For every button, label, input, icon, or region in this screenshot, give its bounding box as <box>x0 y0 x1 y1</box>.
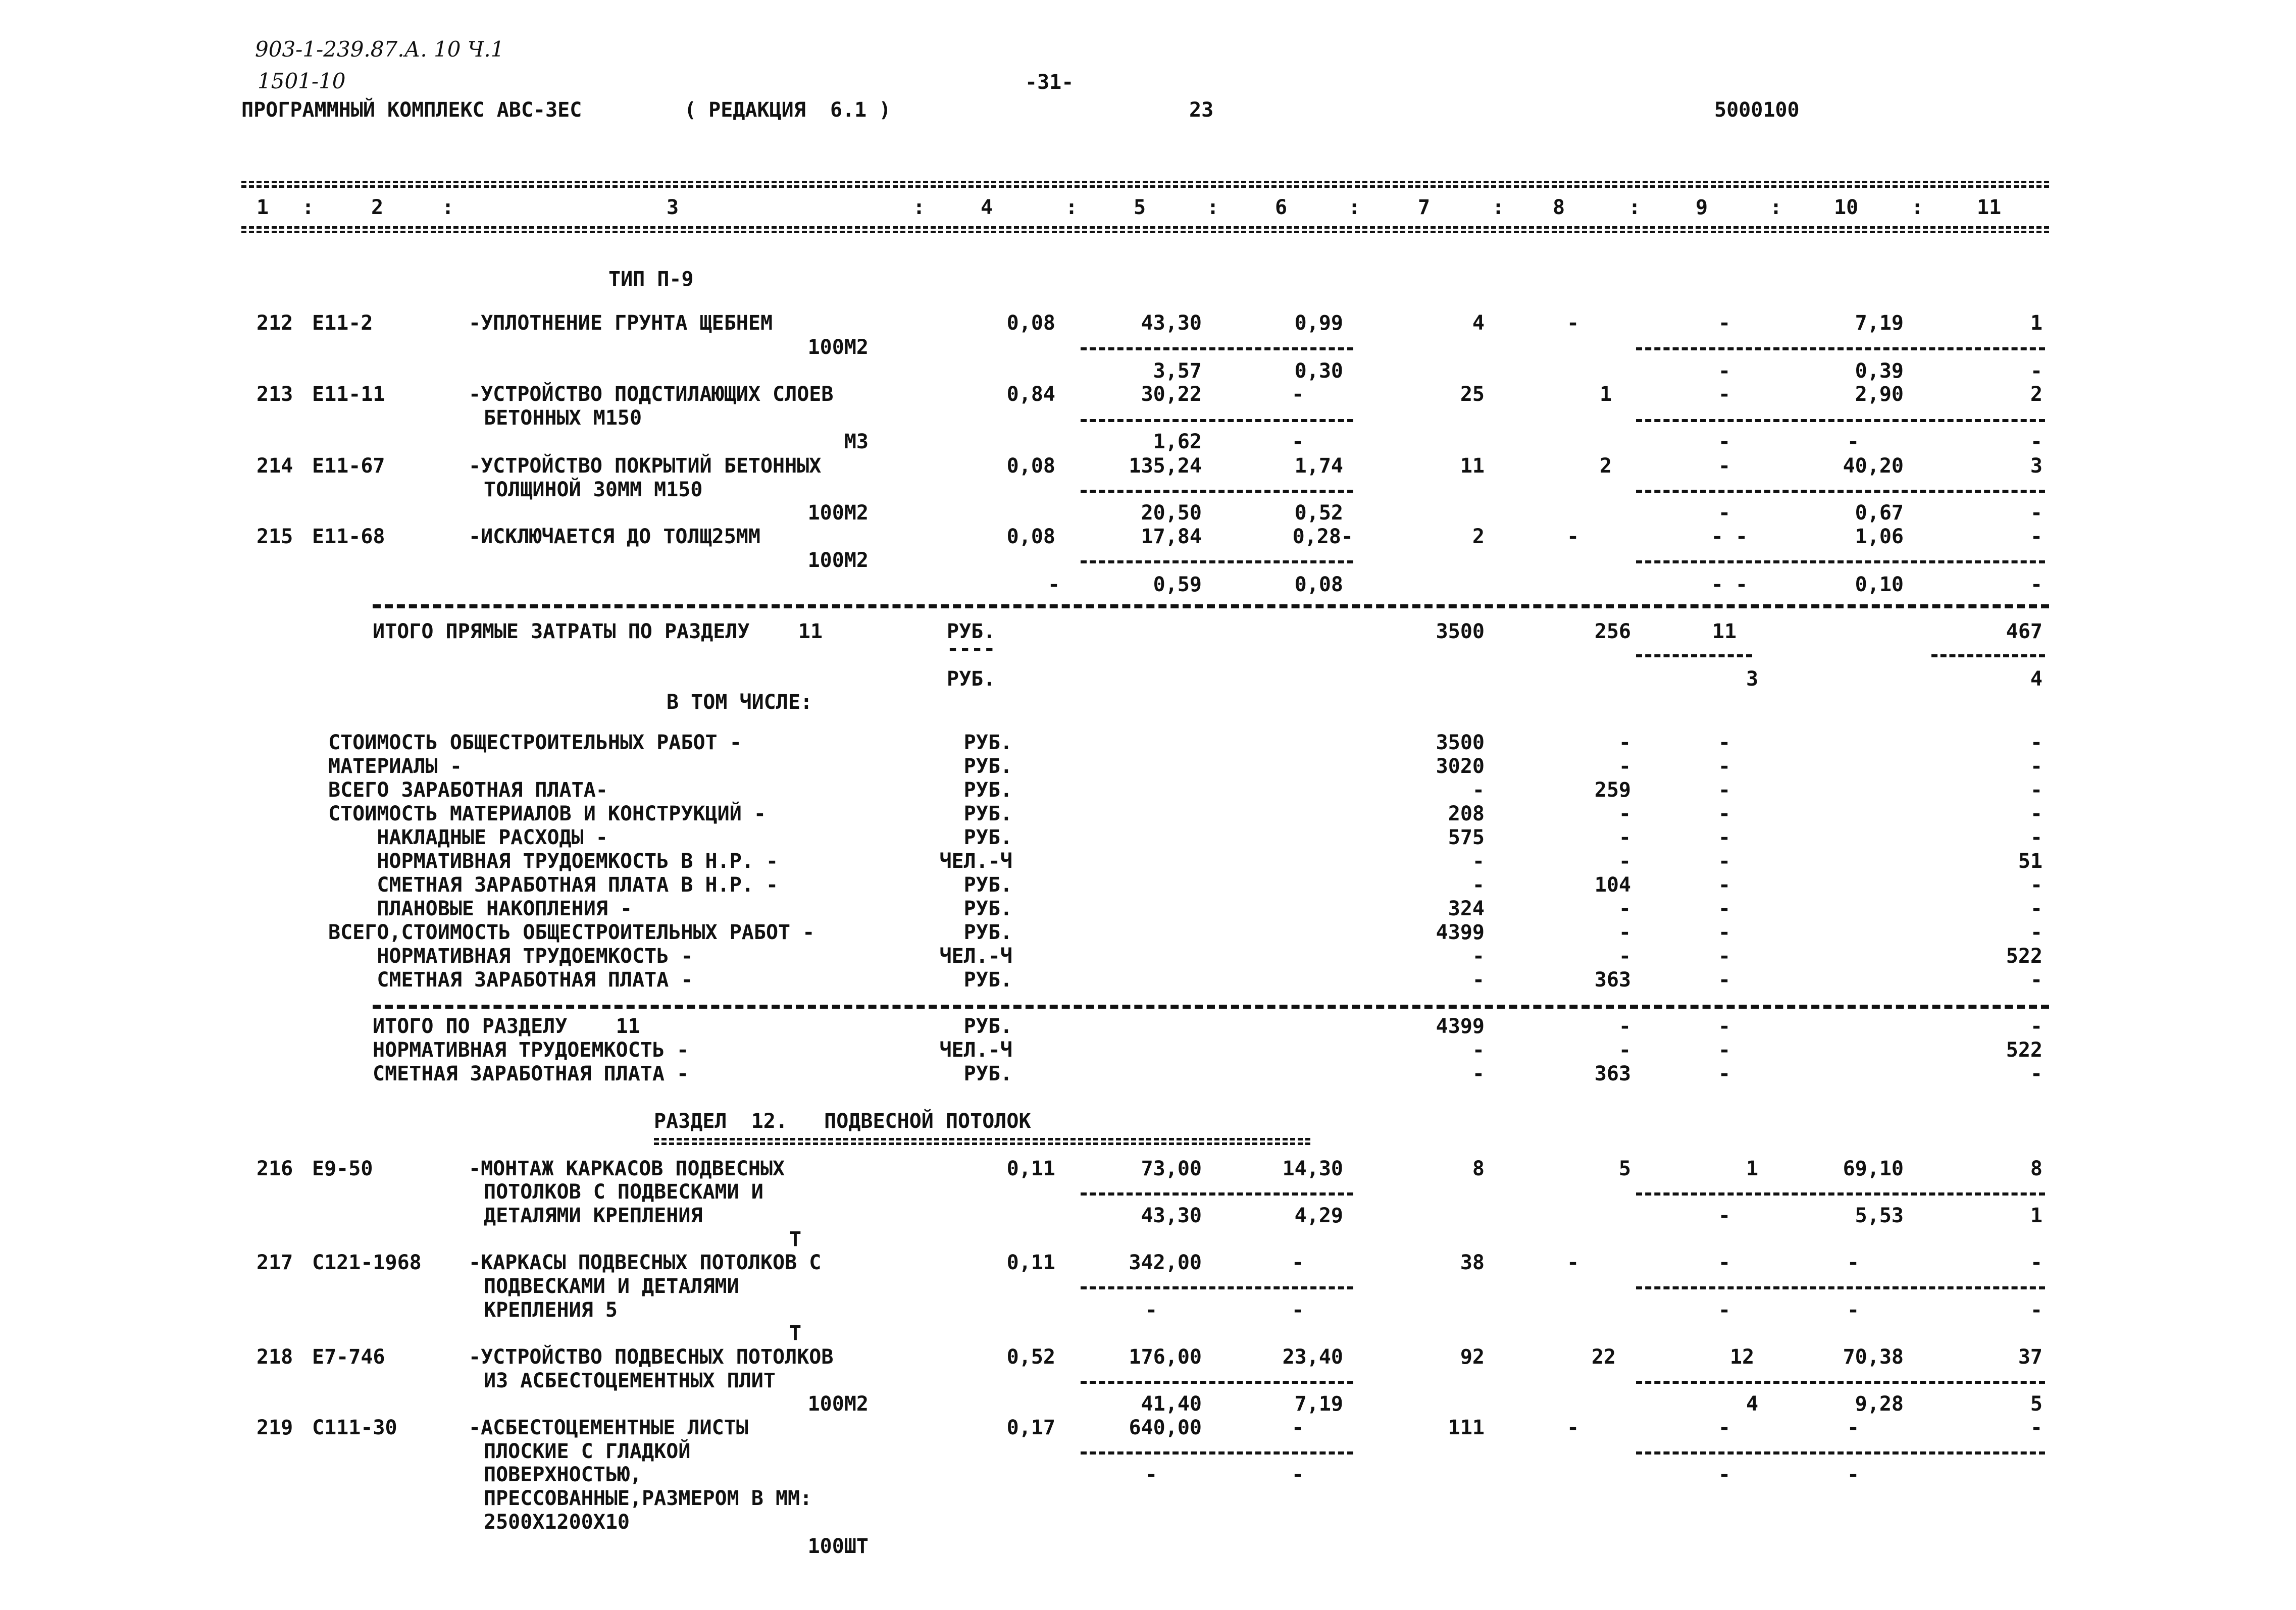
sub-marker: - <box>1048 573 1060 596</box>
unit: РУБ. <box>963 778 1012 802</box>
cell-col11: - <box>2030 1251 2043 1274</box>
cell-col8: 1 <box>1599 383 1612 406</box>
sub-col10: - <box>1847 1299 1860 1322</box>
cell-col7: - <box>1472 873 1485 897</box>
work-description-cont: 2500Х1200Х10 <box>484 1511 630 1534</box>
handwritten-sheet-number: 1501-10 <box>258 69 346 93</box>
cell-col8: - <box>1618 731 1631 754</box>
handwritten-doc-number: 903-1-239.87.А. 10 Ч.1 <box>255 37 504 62</box>
col-sep: : <box>302 196 315 219</box>
rate-code: Е9-50 <box>312 1157 373 1180</box>
cell-col8: - <box>1618 921 1631 944</box>
sub-col9: 3 <box>1746 667 1759 691</box>
cell-col9: - <box>1718 1015 1731 1038</box>
row-number: 215 <box>257 525 293 548</box>
rate-code: Е11-68 <box>312 525 385 548</box>
cell-col7: 38 <box>1460 1251 1485 1274</box>
cell-col7: 3500 <box>1436 620 1485 643</box>
cell-col11: - <box>2030 802 2043 825</box>
cell-col10: 40,20 <box>1843 454 1904 478</box>
cell-col8: 259 <box>1594 778 1631 802</box>
cell-col11: - <box>2030 731 2043 754</box>
cell-col9: - <box>1718 897 1731 920</box>
work-description-cont: ПОДВЕСКАМИ И ДЕТАЛЯМИ <box>484 1275 739 1298</box>
row-number: 216 <box>257 1157 293 1180</box>
cell-col7: - <box>1472 1038 1485 1062</box>
work-description-cont: ТОЛЩИНОЙ 30ММ М150 <box>484 478 703 501</box>
sub-col5: 0,59 <box>1153 573 1202 596</box>
cell-col5: 73,00 <box>1141 1157 1202 1180</box>
row-number: 212 <box>257 311 293 335</box>
unit-of-measure: 100М2 <box>807 549 869 572</box>
subrow-rule <box>1081 1192 1353 1196</box>
col-4: 4 <box>981 196 993 219</box>
cell-col7: 11 <box>1460 454 1485 478</box>
cell-col8: 5 <box>1618 1157 1631 1180</box>
work-description: -УСТРОЙСТВО ПОКРЫТИЙ БЕТОННЫХ <box>469 454 822 478</box>
cell-col8: - <box>1618 826 1631 849</box>
cell-col8: 104 <box>1594 873 1631 897</box>
unit: РУБ. <box>963 755 1012 778</box>
sub-col5: 3,57 <box>1153 359 1202 383</box>
unit: РУБ. <box>963 873 1012 897</box>
subrow-rule <box>1636 1286 2045 1289</box>
sub-col9: - - <box>1711 573 1748 596</box>
cell-col5: 640,00 <box>1129 1416 1202 1439</box>
cell-col8: 256 <box>1594 620 1631 643</box>
work-description-cont: ДЕТАЛЯМИ КРЕПЛЕНИЯ <box>484 1204 703 1227</box>
col-sep: : <box>442 196 454 219</box>
work-description: -УСТРОЙСТВО ПОДВЕСНЫХ ПОТОЛКОВ <box>469 1345 834 1369</box>
sub-col9: - <box>1718 1204 1731 1227</box>
sub-col9: - <box>1718 430 1731 453</box>
sub-col11: - <box>2030 359 2043 383</box>
cell-col8: - <box>1566 1251 1579 1274</box>
sub-col11: 5 <box>2030 1392 2043 1416</box>
cell-col7: 4399 <box>1436 1015 1485 1038</box>
cell-col5: 135,24 <box>1129 454 1202 478</box>
section-rule <box>373 604 2049 608</box>
subrow-rule <box>1081 560 1353 563</box>
cell-col11: - <box>2030 968 2043 992</box>
cell-col11: 37 <box>2018 1345 2043 1369</box>
unit: РУБ. <box>963 731 1012 754</box>
cell-col8: 363 <box>1594 1062 1631 1085</box>
col-2: 2 <box>371 196 384 219</box>
sub-col5: - <box>1145 1463 1158 1486</box>
cost-item-label: НОРМАТИВНАЯ ТРУДОЕМКОСТЬ - <box>328 945 693 968</box>
cell-col7: 4 <box>1472 311 1485 335</box>
subrow-rule <box>1636 1192 2045 1196</box>
cost-item-label: ВСЕГО ЗАРАБОТНАЯ ПЛАТА- <box>328 778 608 802</box>
edition-label: ( РЕДАКЦИЯ 6.1 ) <box>684 98 891 122</box>
cell-col9: - <box>1718 945 1731 968</box>
cell-col8: - <box>1618 850 1631 873</box>
cell-col7: - <box>1472 1062 1485 1085</box>
subrow-rule <box>1636 560 2045 563</box>
sub-col5: 41,40 <box>1141 1392 1202 1416</box>
col-9: 9 <box>1696 196 1708 219</box>
cell-col8: - <box>1618 1015 1631 1038</box>
subrow-rule <box>1636 490 2045 493</box>
cell-col9: - <box>1718 968 1731 992</box>
header-rule-bottom <box>241 226 2049 233</box>
unit-of-measure: 100М2 <box>807 501 869 525</box>
cell-col9: - <box>1718 1038 1731 1062</box>
cost-item-label: ВСЕГО,СТОИМОСТЬ ОБЩЕСТРОИТЕЛЬНЫХ РАБОТ - <box>328 921 815 944</box>
cell-col4: 0,84 <box>1006 383 1055 406</box>
cell-col7: 2 <box>1472 525 1485 548</box>
cell-col8: - <box>1566 1416 1579 1439</box>
unit: РУБ. <box>963 1062 1012 1085</box>
unit-of-measure: 100М2 <box>807 336 869 359</box>
cell-col9: - <box>1718 311 1731 335</box>
cell-col7: 324 <box>1448 897 1485 920</box>
type-label: ТИП П-9 <box>608 268 694 291</box>
sheet-number: 23 <box>1189 98 1214 122</box>
sub-col11: 1 <box>2030 1204 2043 1227</box>
cell-col11: 522 <box>2006 1038 2043 1062</box>
cost-item-label: НОРМАТИВНАЯ ТРУДОЕМКОСТЬ В Н.Р. - <box>328 850 779 873</box>
work-description: -ИСКЛЮЧАЕТСЯ ДО ТОЛЩ25ММ <box>469 525 760 548</box>
cell-col9: - <box>1718 778 1731 802</box>
including-label: В ТОМ ЧИСЛЕ: <box>667 691 812 714</box>
cell-col11: 2 <box>2030 383 2043 406</box>
cell-col11: - <box>2030 1062 2043 1085</box>
cell-col10: 7,19 <box>1855 311 1904 335</box>
sub-col9: - <box>1718 1299 1731 1322</box>
cost-item-label: ИТОГО ПО РАЗДЕЛУ 11 <box>373 1015 640 1038</box>
cell-col11: - <box>2030 826 2043 849</box>
cell-col11: - <box>2030 1015 2043 1038</box>
rate-code: Е11-67 <box>312 454 385 478</box>
col-3: 3 <box>667 196 679 219</box>
cell-col5: 30,22 <box>1141 383 1202 406</box>
sub-col10: 5,53 <box>1855 1204 1904 1227</box>
cell-col8: 363 <box>1594 968 1631 992</box>
subrow-rule <box>1081 1451 1353 1455</box>
sub-col11: - <box>2030 501 2043 525</box>
rate-code: С121-1968 <box>312 1251 422 1274</box>
subrow-rule <box>1081 490 1353 493</box>
cell-col9: 12 <box>1729 1345 1755 1369</box>
cell-col10: 1,06 <box>1855 525 1904 548</box>
cell-col11: 522 <box>2006 945 2043 968</box>
unit-of-measure: Т <box>789 1228 802 1251</box>
sub-col6: - <box>1291 1299 1304 1322</box>
cell-col9: 1 <box>1746 1157 1759 1180</box>
sub-col5: 20,50 <box>1141 501 1202 525</box>
cell-col7: 111 <box>1448 1416 1485 1439</box>
cell-col4: 0,08 <box>1006 525 1055 548</box>
subrow-rule <box>1636 1381 2045 1384</box>
work-description: -АСБЕСТОЦЕМЕНТНЫЕ ЛИСТЫ <box>469 1416 748 1439</box>
rate-code: Е11-2 <box>312 311 373 335</box>
cell-col9: - <box>1718 921 1731 944</box>
cost-item-label: НАКЛАДНЫЕ РАСХОДЫ - <box>328 826 608 849</box>
work-description-cont: ПОТОЛКОВ С ПОДВЕСКАМИ И <box>484 1180 763 1204</box>
unit: РУБ. <box>963 968 1012 992</box>
cell-col8: - <box>1618 1038 1631 1062</box>
sub-col10: - <box>1847 430 1860 453</box>
cost-item-label: ПЛАНОВЫЕ НАКОПЛЕНИЯ - <box>328 897 633 920</box>
col-sep: : <box>1492 196 1505 219</box>
col-5: 5 <box>1134 196 1146 219</box>
sub-col5: - <box>1145 1299 1158 1322</box>
work-description-cont: КРЕПЛЕНИЯ 5 <box>484 1299 618 1322</box>
cell-col7: 8 <box>1472 1157 1485 1180</box>
work-description: -УПЛОТНЕНИЕ ГРУНТА ЩЕБНЕМ <box>469 311 773 335</box>
row-number: 217 <box>257 1251 293 1274</box>
sub-col10: 0,10 <box>1855 573 1904 596</box>
cell-col5: 342,00 <box>1129 1251 1202 1274</box>
cell-col7: 3500 <box>1436 731 1485 754</box>
col-11: 11 <box>1977 196 2002 219</box>
col-7: 7 <box>1418 196 1431 219</box>
document-code: 5000100 <box>1714 98 1800 122</box>
cell-col9: - <box>1718 383 1731 406</box>
cell-col4: 0,11 <box>1006 1251 1055 1274</box>
cell-col7: 4399 <box>1436 921 1485 944</box>
cell-col11: - <box>2030 778 2043 802</box>
cell-col11: - <box>2030 873 2043 897</box>
cell-col4: 0,17 <box>1006 1416 1055 1439</box>
cell-col9: 11 <box>1712 620 1737 643</box>
subrow-rule <box>1636 347 2045 350</box>
cell-col11: 467 <box>2006 620 2043 643</box>
cell-col6: 0,28- <box>1292 525 1353 548</box>
sub-col6: 0,08 <box>1294 573 1343 596</box>
cell-col6: - <box>1291 1251 1304 1274</box>
sub-col11: - <box>2030 430 2043 453</box>
cell-col11: - <box>2030 1416 2043 1439</box>
subrow-rule <box>1931 654 2045 657</box>
cell-col8: 22 <box>1591 1345 1616 1369</box>
page-mark: -31- <box>1025 71 1074 94</box>
cell-col9: - <box>1718 755 1731 778</box>
sub-col9: 4 <box>1746 1392 1759 1416</box>
cell-col9: - - <box>1711 525 1748 548</box>
cell-col8: - <box>1618 755 1631 778</box>
col-sep: : <box>1770 196 1782 219</box>
cell-col9: - <box>1718 873 1731 897</box>
cell-col7: - <box>1472 778 1485 802</box>
cell-col11: - <box>2030 525 2043 548</box>
cell-col6: - <box>1291 1416 1304 1439</box>
work-description-cont: ПОВЕРХНОСТЬЮ, <box>484 1463 642 1486</box>
cell-col8: 2 <box>1599 454 1612 478</box>
row-number: 213 <box>257 383 293 406</box>
cell-col7: 92 <box>1460 1345 1485 1369</box>
cell-col7: - <box>1472 850 1485 873</box>
rate-code: С111-30 <box>312 1416 397 1439</box>
cost-item-label: СТОИМОСТЬ МАТЕРИАЛОВ И КОНСТРУКЦИЙ - <box>328 802 766 825</box>
subrow-rule <box>1081 1286 1353 1289</box>
sub-col5: 43,30 <box>1141 1204 1202 1227</box>
cell-col9: - <box>1718 454 1731 478</box>
cell-col5: 176,00 <box>1129 1345 1202 1369</box>
cell-col9: - <box>1718 1251 1731 1274</box>
work-description-cont: ИЗ АСБЕСТОЦЕМЕНТНЫХ ПЛИТ <box>484 1369 776 1392</box>
row-number: 218 <box>257 1345 293 1369</box>
cell-col9: - <box>1718 850 1731 873</box>
col-10: 10 <box>1834 196 1859 219</box>
sub-col6: - <box>1291 1463 1304 1486</box>
unit: РУБ. <box>963 802 1012 825</box>
cell-col10: - <box>1847 1416 1860 1439</box>
col-sep: : <box>1911 196 1924 219</box>
sub-col11: - <box>2030 1299 2043 1322</box>
section-title-underline <box>654 1138 1310 1145</box>
total-direct-label: ИТОГО ПРЯМЫЕ ЗАТРАТЫ ПО РАЗДЕЛУ 11 <box>373 620 823 643</box>
cell-col4: 0,08 <box>1006 454 1055 478</box>
subrow-rule <box>1081 419 1353 422</box>
cell-col7: - <box>1472 968 1485 992</box>
unit: РУБ. <box>963 826 1012 849</box>
cell-col8: - <box>1618 945 1631 968</box>
unit-of-measure: Т <box>789 1322 802 1345</box>
cell-col9: - <box>1718 731 1731 754</box>
cell-col8: - <box>1566 525 1579 548</box>
cell-col4: 0,52 <box>1006 1345 1055 1369</box>
work-description: -УСТРОЙСТВО ПОДСТИЛАЮЩИХ СЛОЕВ <box>469 383 834 406</box>
sub-col9: - <box>1718 1463 1731 1486</box>
cost-item-label: СМЕТНАЯ ЗАРАБОТНАЯ ПЛАТА - <box>328 968 693 992</box>
cell-col10: - <box>1847 1251 1860 1274</box>
col-sep: : <box>1065 196 1078 219</box>
sub-col10: 0,39 <box>1855 359 1904 383</box>
cell-col10: 69,10 <box>1843 1157 1904 1180</box>
cell-col7: 3020 <box>1436 755 1485 778</box>
cell-col11: 1 <box>2030 311 2043 335</box>
cell-col6: 23,40 <box>1282 1345 1343 1369</box>
header-rule-top <box>241 181 2049 188</box>
cell-col4: 0,11 <box>1006 1157 1055 1180</box>
unit-of-measure: 100ШТ <box>807 1535 869 1558</box>
section-12-title: РАЗДЕЛ 12. ПОДВЕСНОЙ ПОТОЛОК <box>654 1110 1031 1133</box>
row-number: 214 <box>257 454 293 478</box>
cell-col4: 0,08 <box>1006 311 1055 335</box>
section-rule <box>373 1005 2049 1009</box>
unit: ЧЕЛ.-Ч <box>939 1038 1012 1062</box>
cell-col11: - <box>2030 897 2043 920</box>
work-description-cont: ПРЕССОВАННЫЕ,РАЗМЕРОМ В ММ: <box>484 1487 812 1510</box>
rate-code: Е7-746 <box>312 1345 385 1369</box>
unit-of-measure: 100М2 <box>807 1392 869 1416</box>
cell-col11: 3 <box>2030 454 2043 478</box>
cell-col5: 17,84 <box>1141 525 1202 548</box>
work-description-cont: ПЛОСКИЕ С ГЛАДКОЙ <box>484 1440 691 1463</box>
cell-col6: 0,99 <box>1294 311 1343 335</box>
cell-col7: 575 <box>1448 826 1485 849</box>
cell-col5: 43,30 <box>1141 311 1202 335</box>
cost-item-label: СМЕТНАЯ ЗАРАБОТНАЯ ПЛАТА В Н.Р. - <box>328 873 779 897</box>
unit: РУБ. <box>963 897 1012 920</box>
cell-col8: - <box>1618 897 1631 920</box>
subrow-rule <box>1636 1451 2045 1455</box>
col-1: 1 <box>257 196 269 219</box>
cell-col9: - <box>1718 1062 1731 1085</box>
sub-col6: 7,19 <box>1294 1392 1343 1416</box>
subrow-rule <box>1636 419 2045 422</box>
sub-col9: - <box>1718 359 1731 383</box>
sub-col11: 4 <box>2030 667 2043 691</box>
sub-col11: - <box>2030 573 2043 596</box>
program-title: ПРОГРАММНЫЙ КОМПЛЕКС АВС-3ЕС <box>241 98 582 122</box>
sub-col10: 0,67 <box>1855 501 1904 525</box>
work-description: -МОНТАЖ КАРКАСОВ ПОДВЕСНЫХ <box>469 1157 785 1180</box>
cost-item-label: МАТЕРИАЛЫ - <box>328 755 462 778</box>
cell-col9: - <box>1718 826 1731 849</box>
unit: РУБ. <box>963 1015 1012 1038</box>
cost-item-label: СТОИМОСТЬ ОБЩЕСТРОИТЕЛЬНЫХ РАБОТ - <box>328 731 742 754</box>
subrow-rule <box>1081 1381 1353 1384</box>
cell-col10: 2,90 <box>1855 383 1904 406</box>
sub-col6: 0,30 <box>1294 359 1343 383</box>
cost-item-label: СМЕТНАЯ ЗАРАБОТНАЯ ПЛАТА - <box>373 1062 689 1085</box>
unit-of-measure: М3 <box>844 430 869 453</box>
sub-col10: - <box>1847 1463 1860 1486</box>
cost-item-label: НОРМАТИВНАЯ ТРУДОЕМКОСТЬ - <box>373 1038 689 1062</box>
work-description: -КАРКАСЫ ПОДВЕСНЫХ ПОТОЛКОВ С <box>469 1251 822 1274</box>
cell-col6: 1,74 <box>1294 454 1343 478</box>
cell-col8: - <box>1618 802 1631 825</box>
rate-code: Е11-11 <box>312 383 385 406</box>
cell-col10: 70,38 <box>1843 1345 1904 1369</box>
cell-col9: - <box>1718 1416 1731 1439</box>
unit: РУБ. <box>963 921 1012 944</box>
sub-col6: - <box>1291 430 1304 453</box>
cell-col7: 25 <box>1460 383 1485 406</box>
subrow-rule <box>1636 654 1752 657</box>
unit-underline: ---- <box>947 637 996 660</box>
cell-col6: - <box>1291 383 1304 406</box>
unit: РУБ. <box>947 667 996 691</box>
col-sep: : <box>1207 196 1219 219</box>
col-sep: : <box>913 196 926 219</box>
unit: ЧЕЛ.-Ч <box>939 945 1012 968</box>
subrow-rule <box>1081 347 1353 350</box>
cell-col11: 8 <box>2030 1157 2043 1180</box>
cell-col11: - <box>2030 755 2043 778</box>
cell-col7: 208 <box>1448 802 1485 825</box>
sub-col9: - <box>1718 501 1731 525</box>
sub-col6: 0,52 <box>1294 501 1343 525</box>
cell-col11: - <box>2030 921 2043 944</box>
cell-col7: - <box>1472 945 1485 968</box>
col-6: 6 <box>1275 196 1288 219</box>
work-description-cont: БЕТОННЫХ М150 <box>484 406 642 430</box>
sub-col6: 4,29 <box>1294 1204 1343 1227</box>
row-number: 219 <box>257 1416 293 1439</box>
cell-col11: 51 <box>2018 850 2043 873</box>
sub-col10: 9,28 <box>1855 1392 1904 1416</box>
col-sep: : <box>1348 196 1361 219</box>
col-sep: : <box>1628 196 1641 219</box>
unit: ЧЕЛ.-Ч <box>939 850 1012 873</box>
cell-col8: - <box>1566 311 1579 335</box>
col-8: 8 <box>1553 196 1565 219</box>
unit: РУБ. <box>947 620 996 643</box>
sub-col5: 1,62 <box>1153 430 1202 453</box>
cell-col9: - <box>1718 802 1731 825</box>
cell-col6: 14,30 <box>1282 1157 1343 1180</box>
